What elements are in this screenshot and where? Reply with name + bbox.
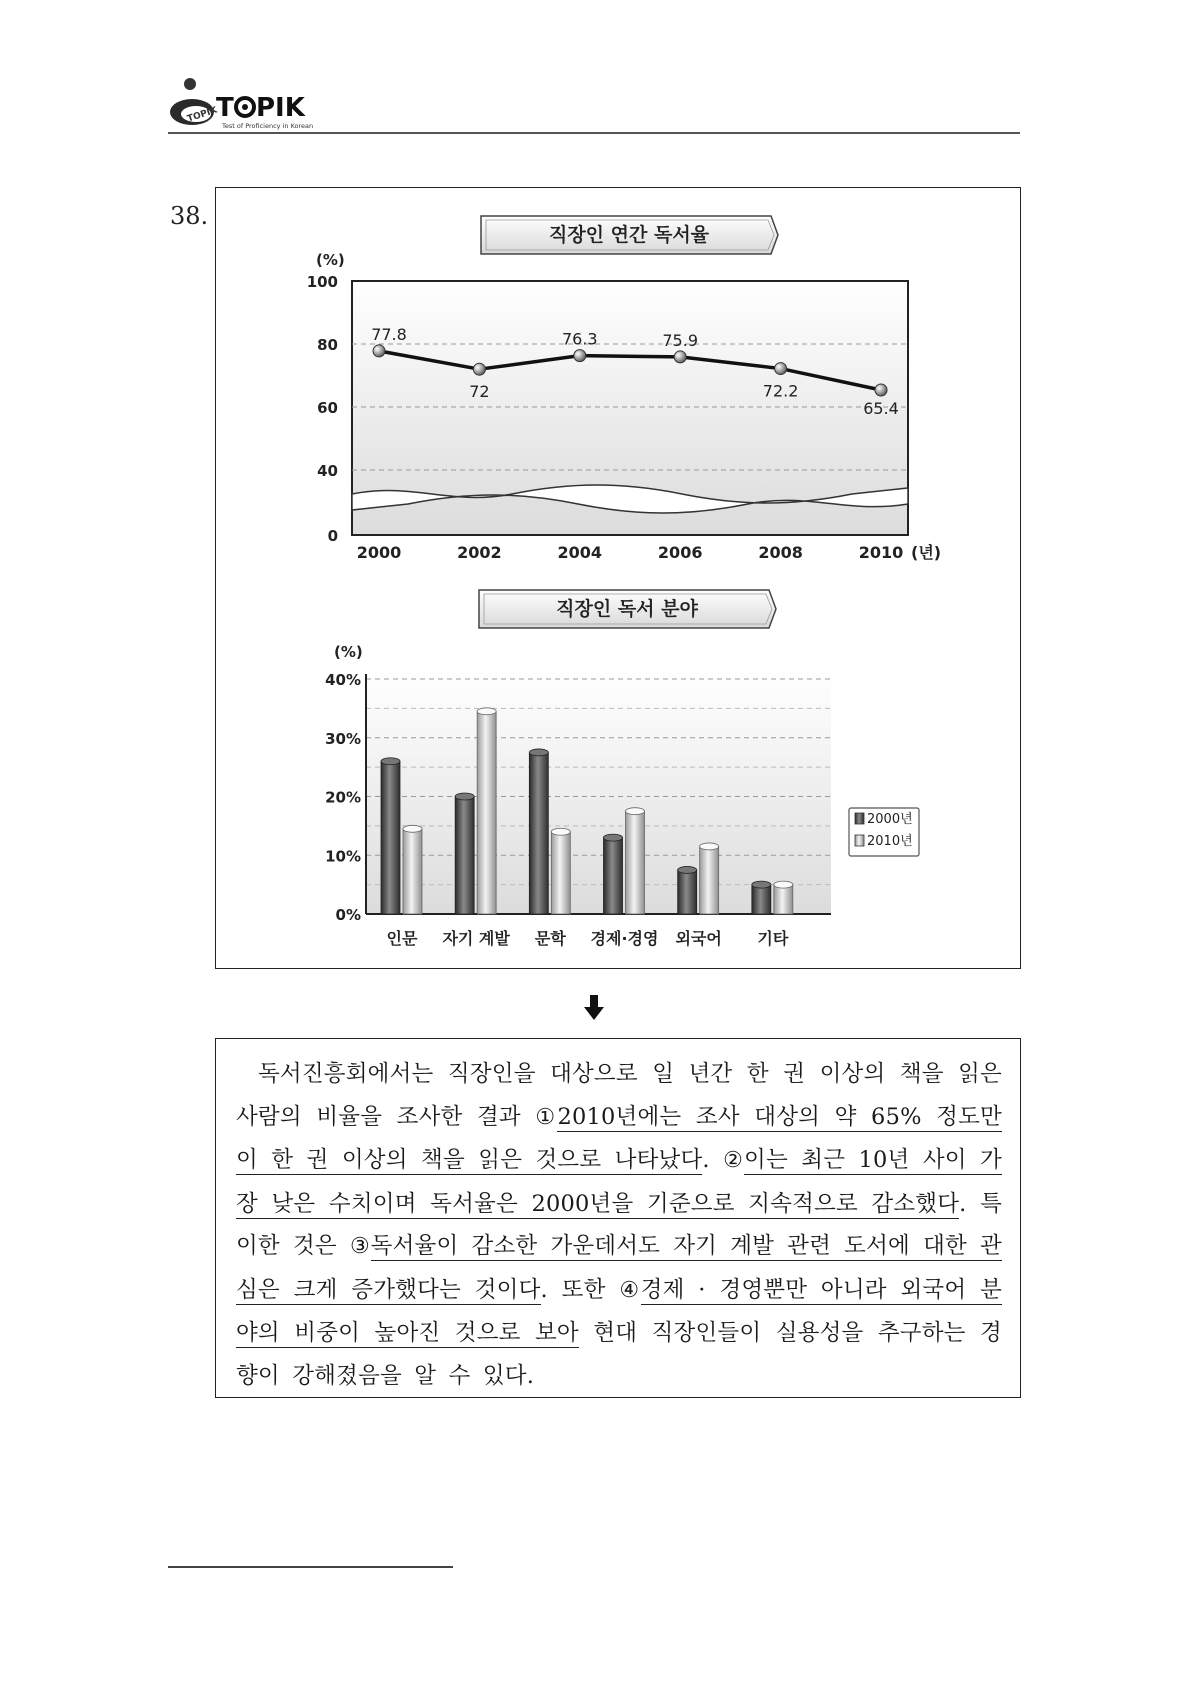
bar-x-tick: 경제·경영 [590,929,659,948]
line-chart-title-banner [481,216,778,254]
bar-x-tick: 기타 [757,929,789,948]
bar-2010 [700,846,719,914]
line-point [574,350,586,362]
passage-sentence-1: 독서진흥회에서는 직장인을 대상으로 일 년간 한 권 이상의 책을 읽은 사람의 비율을 조사한 결과 [236,1061,1002,1130]
bar-top-cap [455,793,474,800]
header-rule [168,132,1020,134]
line-data-label: 76.3 [561,329,598,349]
bar-2000 [604,838,623,914]
legend-swatch [855,813,864,824]
passage-sentence-2: . [702,1147,710,1173]
line-y-tick: 80 [317,336,338,354]
charts-svg [216,188,1020,968]
bar-2000 [678,870,697,914]
logo-tagline: Test of Proficiency in Korean [222,122,314,130]
line-data-label: 72.2 [762,381,799,401]
legend-label: 2010년 [867,834,913,849]
line-x-tick: 2000 [356,543,402,562]
line-point [875,384,887,396]
line-x-tick: 2010 [858,543,904,562]
bar-2010 [626,811,645,914]
bar-top-cap [604,834,623,841]
underlined-option-3: 독서율이 감소한 가운데서도 자기 계발 관련 도서에 대한 관심은 크게 증가했다는 것이다 [236,1233,1002,1303]
passage-box [215,1038,1021,1398]
line-chart [307,251,941,562]
underlined-option-2: 이는 최근 10년 사이 가장 낮은 수치이며 독서율은 2000년을 기준으로 지속적으로 감소했다 [236,1147,1002,1217]
marker-3: ③ [349,1234,371,1259]
bar-chart-title: 직장인 독서 분야 [556,598,698,620]
legend-label: 2000년 [867,812,913,827]
bar-top-cap [403,825,422,832]
bar-x-tick: 자기 계발 [442,929,510,948]
bar-plot-area [366,674,831,914]
page-header [168,68,1020,140]
marker-4: ④ [619,1277,641,1303]
line-x-unit: (년) [911,543,942,562]
line-point [674,351,686,363]
svg-text:T: T [216,93,234,123]
bar-y-tick: 0% [335,906,361,924]
chart-figure-box [215,187,1021,969]
bar-2010 [477,711,496,914]
bar-top-cap [626,808,645,815]
bar-2010 [551,832,570,914]
passage-sentence-5: 현대 직장인들이 실용성을 추구하는 경향이 강해졌음을 알 수 있다. [236,1320,1002,1389]
underlined-option-4: 경제 · 경영뿐만 아니라 외국어 분야의 비중이 높아진 것으로 보아 [236,1276,1002,1346]
question-number: 38. [170,202,209,230]
marker-1: ① [535,1104,558,1130]
bar-chart [325,643,919,948]
bar-top-cap [381,758,400,765]
line-data-label: 75.9 [662,330,699,350]
line-chart-title: 직장인 연간 독서율 [548,224,710,246]
passage-text [236,1053,1002,1397]
bar-2000 [381,761,400,914]
bar-y-tick: 30% [325,729,361,748]
line-x-tick: 2006 [657,543,703,562]
bar-2000 [752,885,771,914]
bar-top-cap [700,843,719,850]
line-point [373,345,385,357]
underlined-option-1: 2010년에는 조사 대상의 약 65% 정도만이 한 권 이상의 책을 읽은 것으로 나타났다 [236,1103,1002,1173]
line-point [775,363,787,375]
bar-chart-title-banner [479,590,776,628]
bar-y-tick: 10% [325,847,361,866]
topik-logo [168,76,328,132]
bar-2000 [455,797,474,915]
marker-2: ② [723,1148,745,1173]
bar-x-tick: 인문 [386,929,418,948]
bar-2000 [529,752,548,914]
line-x-tick: 2002 [457,543,502,562]
passage-sentence-4: . 또한 [540,1276,606,1303]
footnote-rule [168,1566,453,1568]
bar-x-tick: 문학 [534,929,566,948]
bar-top-cap [529,749,548,756]
bar-top-cap [678,866,697,873]
bar-top-cap [477,708,496,715]
line-point [473,363,485,375]
line-y-unit: (%) [316,251,345,269]
bar-legend [849,808,919,856]
line-y-tick: 40 [317,462,338,480]
bar-y-tick: 40% [325,671,361,689]
down-arrow-icon [583,995,605,1021]
svg-text:TOPIK: TOPIK [186,105,219,125]
bar-x-tick: 외국어 [675,929,722,948]
bar-top-cap [774,881,793,888]
line-y-tick: 100 [306,273,338,291]
bar-2010 [403,829,422,914]
line-y-tick: 0 [327,527,338,545]
bar-top-cap [551,828,570,835]
line-x-tick: 2004 [557,543,603,562]
line-data-label: 65.4 [863,398,899,418]
line-y-tick: 60 [317,399,338,417]
bar-2010 [774,885,793,914]
bar-y-unit: (%) [334,643,363,661]
svg-text:PIK: PIK [256,93,305,123]
bar-top-cap [752,881,771,888]
line-data-label: 72 [469,382,490,402]
passage-sentence-3: . 특이한 것은 [236,1190,1003,1259]
line-x-tick: 2008 [758,543,803,562]
line-data-label: 77.8 [371,324,407,344]
legend-swatch [855,835,864,846]
bar-y-tick: 20% [325,788,361,807]
